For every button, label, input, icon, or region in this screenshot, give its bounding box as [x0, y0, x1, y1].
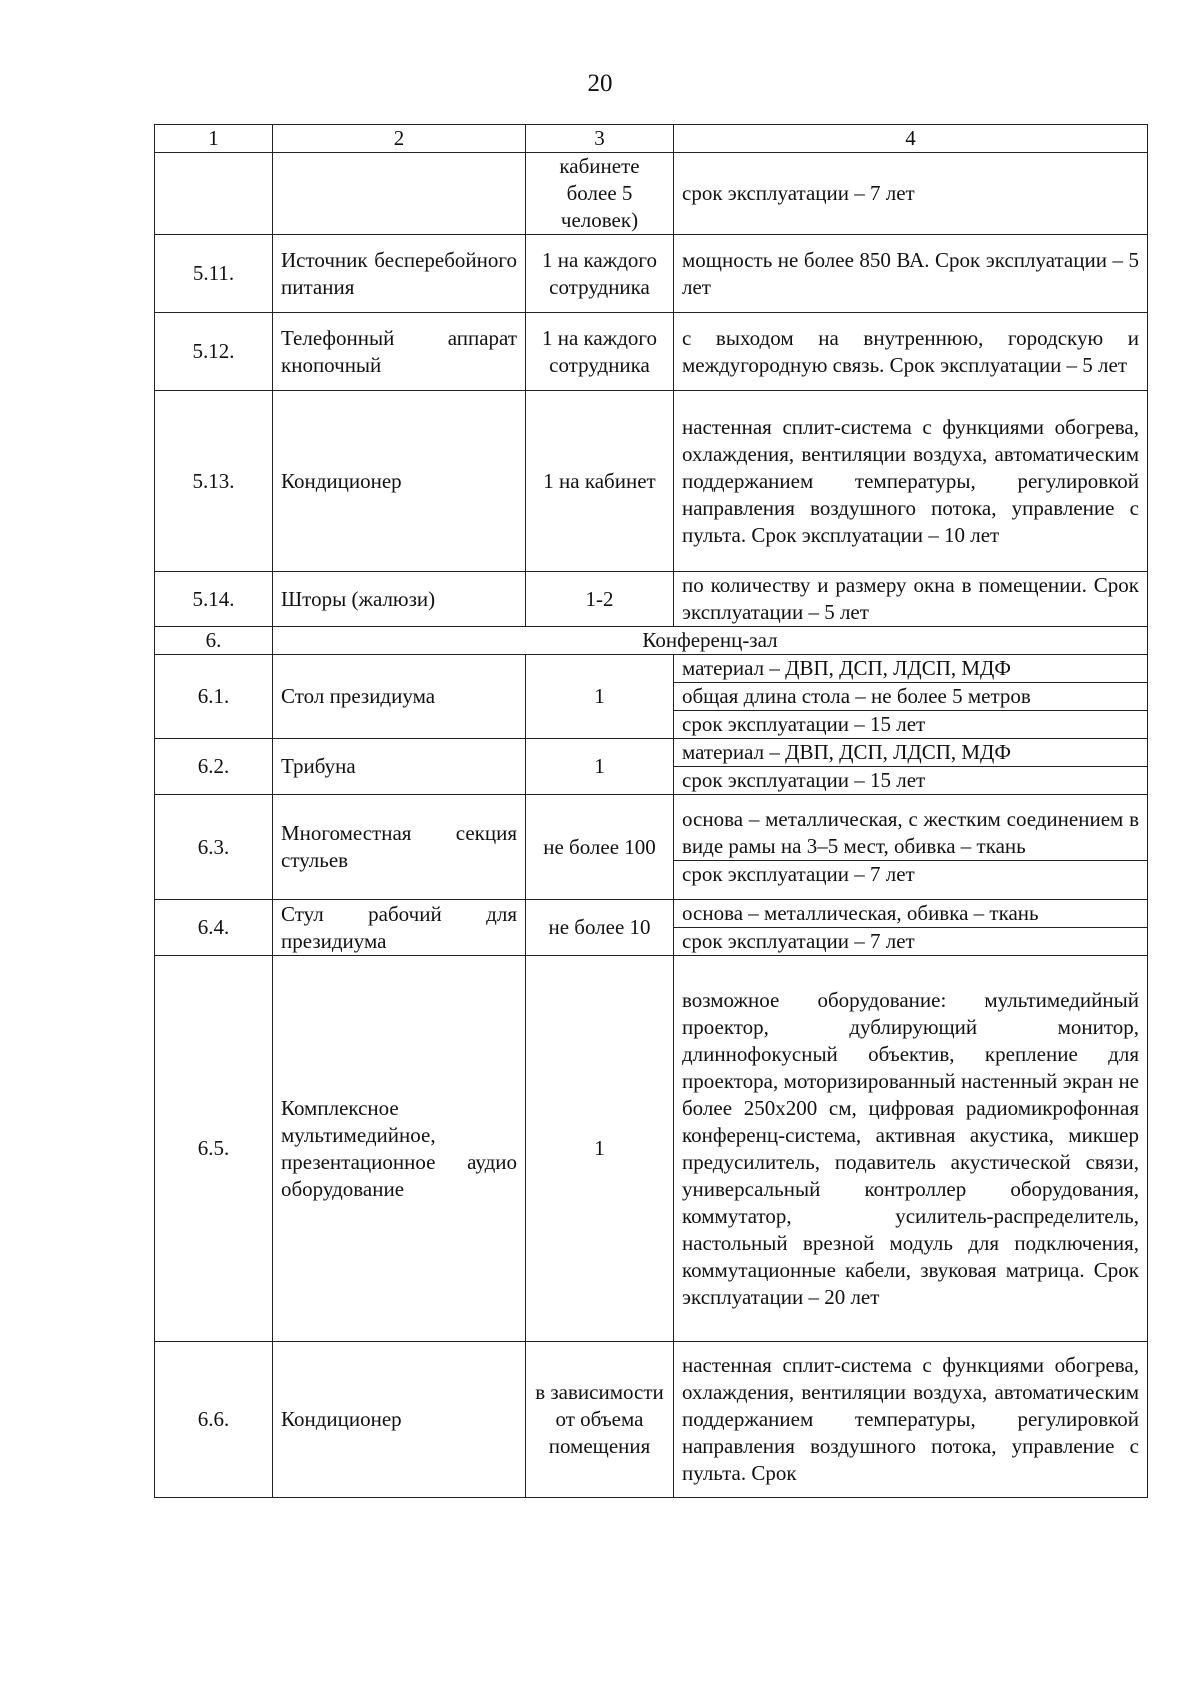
table-row	[155, 655, 1148, 739]
row-quantity: 1 на каждого сотрудника	[526, 235, 674, 313]
row-quantity: не более 10	[526, 900, 674, 956]
row-specification	[674, 795, 1148, 900]
table-row	[155, 739, 1148, 795]
table-row	[155, 235, 1148, 313]
equipment-table	[154, 124, 1148, 1498]
cont-name	[273, 153, 526, 235]
spec-line: срок эксплуатации – 15 лет	[674, 710, 1147, 738]
header-col-1: 1	[155, 125, 273, 153]
spec-line: срок эксплуатации – 15 лет	[674, 766, 1147, 794]
row-specification	[674, 655, 1148, 739]
row-quantity: 1 на каждого сотрудника	[526, 313, 674, 391]
row-specification: мощность не более 850 ВА. Срок эксплуатации – 5 лет	[674, 235, 1148, 313]
row-number: 6.5.	[155, 956, 273, 1342]
row-item-name: Многоместная секция стульев	[273, 795, 526, 900]
row-specification	[674, 900, 1148, 956]
cont-qty: кабинете более 5 человек)	[526, 153, 674, 235]
row-specification: возможное оборудование: мультимедийный проектор, дублирующий монитор, длиннофокусный объектив, крепление для проектора, моторизированный настенный экран не более 250x200 см, цифровая радиомикрофонная конференц-система, активная акустика, микшер предусилитель, подавитель акустической связи, универсальный контроллер оборудования, коммутатор, усилитель-распределитель, настольный врезной модуль для подключения, коммутационные кабели, звуковая матрица. Срок эксплуатации – 20 лет	[674, 956, 1148, 1342]
row-item-name: Трибуна	[273, 739, 526, 795]
header-col-3: 3	[526, 125, 674, 153]
row-quantity: 1	[526, 956, 674, 1342]
section-row	[155, 627, 1148, 655]
header-col-4: 4	[674, 125, 1148, 153]
spec-line: основа – металлическая, с жестким соединением в виде рамы на 3–5 мест, обивка – ткань	[682, 807, 1139, 858]
section-number: 6.	[155, 627, 273, 655]
spec-line: материал – ДВП, ДСП, ЛДСП, МДФ	[682, 740, 1011, 764]
cont-spec: срок эксплуатации – 7 лет	[674, 153, 1148, 235]
row-specification: по количеству и размеру окна в помещении. Срок эксплуатации – 5 лет	[674, 572, 1148, 627]
row-number: 6.1.	[155, 655, 273, 739]
row-item-name: Источник бесперебойного питания	[273, 235, 526, 313]
spec-line: срок эксплуатации – 7 лет	[674, 860, 1147, 888]
table-row	[155, 313, 1148, 391]
row-number: 5.12.	[155, 313, 273, 391]
row-number: 6.4.	[155, 900, 273, 956]
spec-line: срок эксплуатации – 7 лет	[674, 927, 1147, 955]
table-row	[155, 795, 1148, 900]
row-quantity: 1	[526, 739, 674, 795]
section-title: Конференц-зал	[273, 627, 1148, 655]
row-quantity: в зависимости от объема помещения	[526, 1342, 674, 1498]
row-number: 5.13.	[155, 391, 273, 572]
row-quantity: 1-2	[526, 572, 674, 627]
header-col-2: 2	[273, 125, 526, 153]
row-number: 5.14.	[155, 572, 273, 627]
header-row	[155, 125, 1148, 153]
row-quantity: 1	[526, 655, 674, 739]
row-item-name: Стол президиума	[273, 655, 526, 739]
row-quantity: не более 100	[526, 795, 674, 900]
row-item-name: Стул рабочий для президиума	[273, 900, 526, 956]
continuation-row	[155, 153, 1148, 235]
row-number: 5.11.	[155, 235, 273, 313]
row-specification	[674, 739, 1148, 795]
table-row	[155, 900, 1148, 956]
row-specification: настенная сплит-система с функциями обогрева, охлаждения, вентиляции воздуха, автоматическим поддержанием температуры, регулировкой направления воздушного потока, управление с пульта. Срок	[674, 1342, 1148, 1498]
row-specification: настенная сплит-система с функциями обогрева, охлаждения, вентиляции воздуха, автоматическим поддержанием температуры, регулировкой направления воздушного потока, управление с пульта. Срок эксплуатации – 10 лет	[674, 391, 1148, 572]
table-row	[155, 572, 1148, 627]
row-item-name: Телефонный аппарат кнопочный	[273, 313, 526, 391]
table-row	[155, 956, 1148, 1342]
row-number: 6.2.	[155, 739, 273, 795]
table-row	[155, 391, 1148, 572]
row-item-name: Кондиционер	[273, 1342, 526, 1498]
page-number: 20	[587, 70, 613, 97]
row-item-name: Шторы (жалюзи)	[273, 572, 526, 627]
table-row	[155, 1342, 1148, 1498]
spec-line: материал – ДВП, ДСП, ЛДСП, МДФ	[682, 656, 1011, 680]
spec-line: основа – металлическая, обивка – ткань	[682, 901, 1039, 925]
spec-line: общая длина стола – не более 5 метров	[674, 682, 1147, 710]
row-quantity: 1 на кабинет	[526, 391, 674, 572]
row-item-name: Комплексное мультимедийное, презентационное аудио оборудование	[273, 956, 526, 1342]
row-item-name: Кондиционер	[273, 391, 526, 572]
cont-num	[155, 153, 273, 235]
row-specification: с выходом на внутреннюю, городскую и междугородную связь. Срок эксплуатации – 5 лет	[674, 313, 1148, 391]
row-number: 6.6.	[155, 1342, 273, 1498]
row-number: 6.3.	[155, 795, 273, 900]
